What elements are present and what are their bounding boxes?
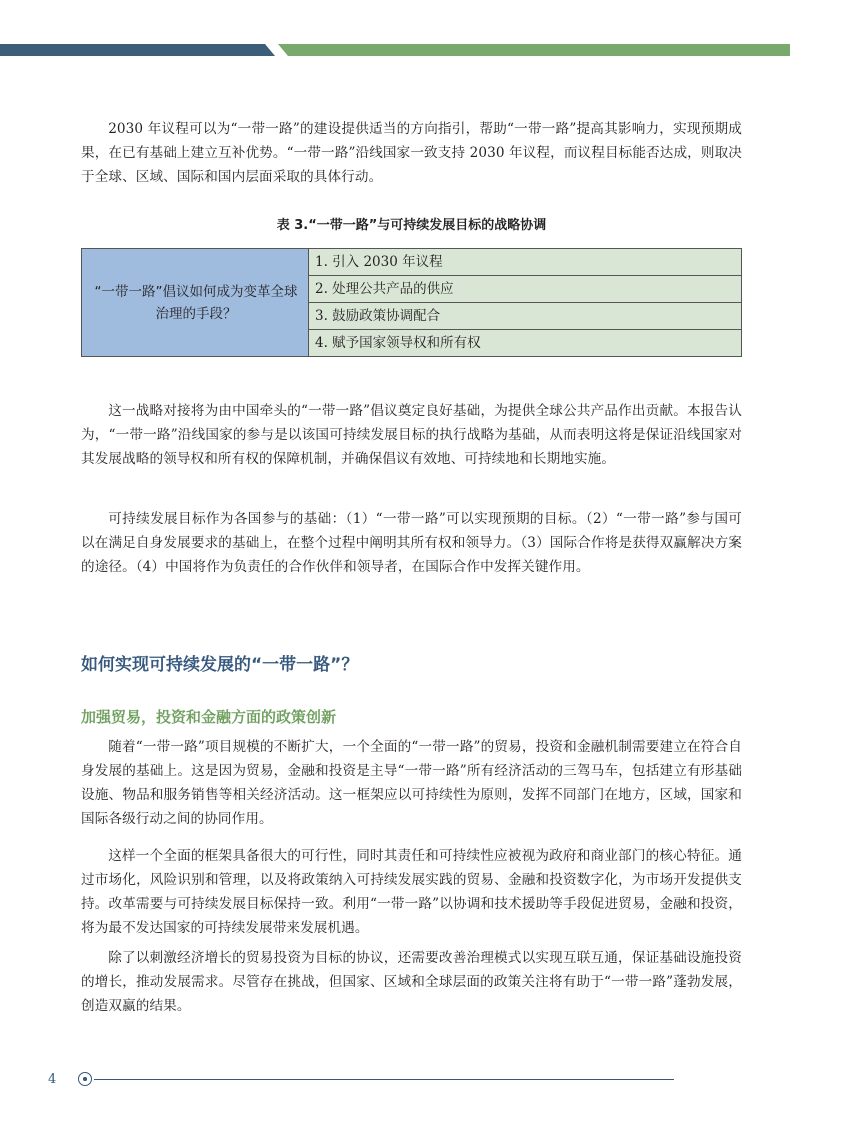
- strategy-table: [81, 248, 742, 357]
- table-question-cell: “一带一路”倡议如何成为变革全球治理的手段？: [82, 249, 309, 357]
- section-title: 如何实现可持续发展的“一带一路”？: [81, 655, 359, 675]
- table-caption: 表 3.“一带一路”与可持续发展目标的战略协调: [276, 218, 547, 233]
- table-item-2: 2. 处理公共产品的供应: [309, 276, 742, 303]
- table-item-4: 4. 赋予国家领导权和所有权: [309, 330, 742, 357]
- section-paragraph-3: 除了以刺激经济增长的贸易投资为目标的协议，还需要改善治理模式以实现互联互通，保证基础设施投资的增长，推动发展需求。尽管存在挑战，但国家、区域和全球层面的政策关注将有助于“一带一路”蓬勃发展，创造双赢的结果。: [81, 950, 742, 1014]
- footer-rule: [94, 1079, 674, 1080]
- table-item-3: 3. 鼓励政策协调配合: [309, 303, 742, 330]
- page-number: 4: [48, 1072, 57, 1087]
- footer-circle-icon: [78, 1072, 92, 1086]
- section-paragraph-2: 这样一个全面的框架具备很大的可行性，同时其责任和可持续性应被视为政府和商业部门的核心特征。通过市场化，风险识别和管理，以及将政策纳入可持续发展实践的贸易、金融和投资数字化，为市场开发提供支持。改革需要与可持续发展目标保持一致。利用“一带一路”以协调和技术援助等手段促进贸易，金融和投资，将为最不发达国家的可持续发展带来发展机遇。: [81, 848, 742, 936]
- header-stripe-green: [278, 44, 790, 56]
- header-stripe-blue: [0, 44, 275, 56]
- table-row: [82, 249, 742, 276]
- table-item-1: 1. 引入 2030 年议程: [309, 249, 742, 276]
- intro-paragraph: 2030 年议程可以为“一带一路”的建设提供适当的方向指引，帮助“一带一路”提高其影响力，实现预期成果，在已有基础上建立互补优势。“一带一路”沿线国家一致支持 2030 年议程，而议程目标能否达成，则取决于全球、区域、国际和国内层面采取的具体行动。: [81, 121, 742, 185]
- subsection-title: 加强贸易，投资和金融方面的政策创新: [81, 708, 337, 726]
- body-paragraph-2: 可持续发展目标作为各国参与的基础：（1）“一带一路”可以实现预期的目标。（2）“一带一路”参与国可以在满足自身发展要求的基础上，在整个过程中阐明其所有权和领导力。（3）国际合作将是获得双赢解决方案的途径。（4）中国将作为负责任的合作伙伴和领导者，在国际合作中发挥关键作用。: [81, 511, 742, 575]
- body-paragraph-1: 这一战略对接将为由中国牵头的“一带一路”倡议奠定良好基础，为提供全球公共产品作出贡献。本报告认为，“一带一路”沿线国家的参与是以该国可持续发展目标的执行战略为基础，从而表明这将是保证沿线国家对其发展战略的领导权和所有权的保障机制，并确保倡议有效地、可持续地和长期地实施。: [81, 403, 742, 467]
- section-paragraph-1: 随着“一带一路”项目规模的不断扩大，一个全面的“一带一路”的贸易，投资和金融机制需要建立在符合自身发展的基础上。这是因为贸易，金融和投资是主导“一带一路”所有经济活动的三驾马车，包括建立有形基础设施、物品和服务销售等相关经济活动。这一框架应以可持续性为原则，发挥不同部门在地方，区域，国家和国际各级行动之间的协同作用。: [81, 739, 742, 827]
